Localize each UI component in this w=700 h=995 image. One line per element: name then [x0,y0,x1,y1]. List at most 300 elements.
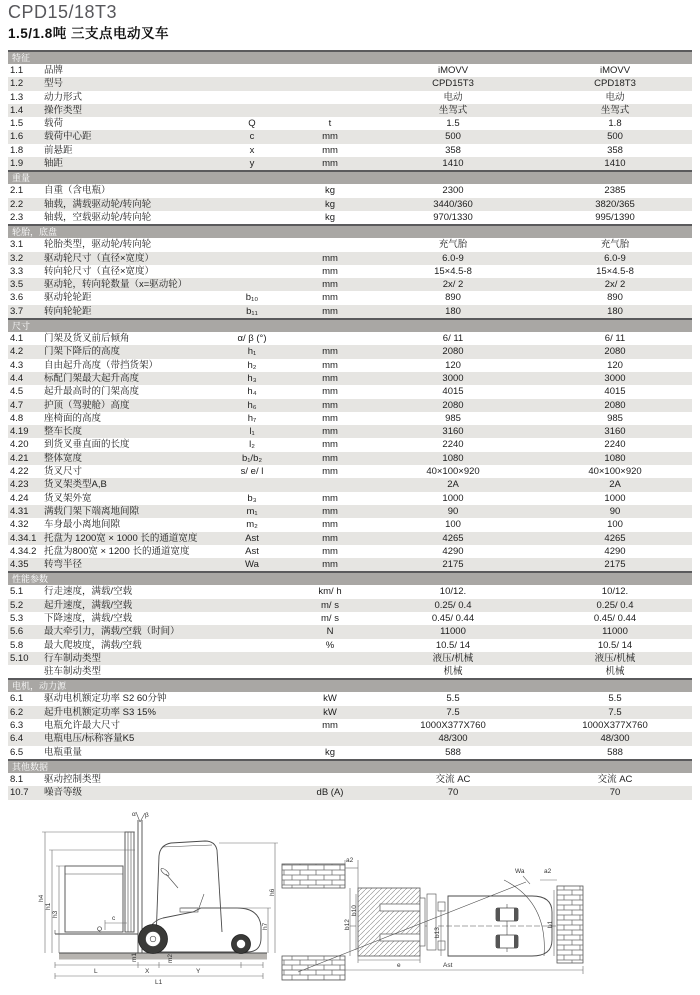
cell-sym [214,198,290,211]
cell-no: 1.6 [10,131,24,143]
cell-unit: mm [322,452,338,464]
cell-sym [214,773,290,786]
spec-row [8,599,692,612]
cell-sym [214,278,290,291]
cell-sym [214,478,290,491]
cell-no: 3.3 [10,265,24,277]
spec-row [8,732,692,745]
cell-sym [214,786,290,799]
spec-row [8,332,692,345]
cell-v2: 10/12. [601,586,629,598]
cell-label: 起升最高时的门架高度 [44,386,140,398]
cell-unit: mm [322,252,338,264]
spec-section [8,571,692,678]
cell-v1: 1000 [442,492,464,504]
spec-row [8,505,692,518]
load-center-dim [105,920,127,930]
cell-v2: 7.5 [608,706,622,718]
spec-row [8,465,692,478]
cell-v2: 3000 [604,372,626,384]
dim-label-l: L [94,968,98,975]
cell-unit [290,238,370,251]
cell-v1: 0.25/ 0.4 [434,599,472,611]
cell-unit [290,332,370,345]
cell-unit: mm [322,532,338,544]
cell-no: 2.2 [10,198,24,210]
spec-row [8,412,692,425]
cell-label: 电瓶重量 [44,746,83,758]
cell-unit: mm [322,399,338,411]
dim-label-q: Q [97,926,103,933]
cell-no: 6.5 [10,746,24,758]
cell-no: 4.5 [10,386,24,398]
cell-label: 满载门架下端离地间隙 [44,505,140,517]
cell-sym [214,706,290,719]
cell-no: 1.8 [10,144,24,156]
spec-section [8,759,692,800]
cell-no: 4.19 [10,426,29,438]
cell-no: 1.2 [10,78,24,90]
cell-v1: 7.5 [446,706,460,718]
ground-band [59,954,267,960]
cell-sym: m₂ [246,519,258,531]
cell-no: 4.23 [10,479,29,491]
cell-label: 车身最小离地间隙 [44,519,121,531]
cell-sym: Q [248,118,256,130]
cell-sym: h₄ [247,386,257,398]
cell-v2: 交流 AC [597,773,633,785]
spec-row [8,665,692,678]
cell-sym [214,585,290,598]
dim-label-beta: β [145,812,149,819]
cell-label: 整车长度 [44,426,83,438]
dim-label-c: c [112,915,116,922]
spec-row [8,773,692,786]
load-box [65,866,123,932]
cell-no: 1.4 [10,104,24,116]
cell-no: 4.7 [10,399,24,411]
cell-v2: 995/1390 [595,211,635,223]
spec-row [8,558,692,571]
cell-v2: 4265 [604,532,626,544]
cell-sym [214,77,290,90]
cell-v2: 10.5/ 14 [597,639,633,651]
height-dims [42,832,135,953]
cell-label: 转向轮轮距 [44,305,92,317]
cell-v2: 4015 [604,386,626,398]
cell-v2: 6.0-9 [604,252,626,264]
cell-no: 5.8 [10,639,24,651]
cell-v2: 890 [607,292,623,304]
cell-v1: 0.45/ 0.44 [431,612,475,624]
cell-v1: 液压/机械 [432,652,474,664]
cell-v2: 3820/365 [595,198,635,210]
top-view-drawing [280,810,645,990]
cell-sym [214,665,290,678]
cell-label: 整体宽度 [44,452,83,464]
cell-sym [214,732,290,745]
overhead-guard [156,841,222,940]
cell-v2: 100 [607,519,623,531]
cell-label: 标配门架最大起升高度 [44,372,140,384]
cell-v2: iMOVV [599,65,631,76]
cell-v1: 40×100×920 [426,466,480,478]
cell-label: 货叉尺寸 [44,466,83,478]
cell-v1: 2240 [442,439,464,451]
cell-v1: 11000 [440,626,466,638]
spec-row [8,492,692,505]
dim-label-h6: h6 [269,888,276,896]
cell-unit: mm [322,346,338,358]
cell-label: 门架下降后的高度 [44,346,121,358]
spec-row [8,157,692,170]
dim-label-x: X [145,968,150,975]
dim-label-y: Y [196,968,201,975]
cell-no: 1.1 [10,65,24,76]
cell-unit: mm [322,144,338,156]
cell-unit [290,91,370,104]
cell-no: 8.1 [10,773,24,785]
spec-row [8,652,692,665]
dim-label-h4: h4 [38,894,45,902]
cell-v2: 充气胎 [600,239,630,251]
front-wheel [139,925,168,954]
cell-v2: 358 [607,144,623,156]
spec-row [8,91,692,104]
dim-label-m2: m2 [167,953,174,963]
cell-label: 起升电机额定功率 S3 15% [44,706,156,718]
cell-sym: y [249,158,255,170]
cell-label: 门架及货叉前后倾角 [44,333,130,345]
cell-unit: mm [322,466,338,478]
dim-label-wa: Wa [515,868,525,875]
cell-no: 4.34.2 [10,545,37,557]
spec-row [8,238,692,251]
cell-v2: 电动 [605,91,625,103]
dim-label-h1: h1 [45,902,52,910]
spec-row [8,77,692,90]
spec-row [8,265,692,278]
cell-no: 4.24 [10,492,29,504]
cell-v1: 1.5 [446,118,460,130]
wall-bottom-left [282,956,345,980]
dim-label-m1: m1 [131,952,138,962]
cell-label: 前悬距 [44,144,73,156]
cell-no: 2.1 [10,185,24,197]
cell-v2: 2080 [604,399,626,411]
cell-unit: kW [323,706,337,718]
cell-no: 4.3 [10,359,24,371]
cell-no: 3.5 [10,279,24,291]
spec-row [8,706,692,719]
cell-v2: 2175 [604,559,626,571]
cell-label: 货叉架类型A,B [44,479,107,491]
cell-v2: 40×100×920 [588,466,642,478]
cell-sym: b₃ [247,492,257,504]
cell-v1: 机械 [443,666,463,678]
cell-v2: 90 [609,505,621,517]
cell-unit: mm [322,386,338,398]
cell-label: 驱动电机额定功率 S2 60分钟 [44,693,167,705]
cell-v2: 15×4.5-8 [596,265,634,277]
cell-label: 电瓶允许最大尺寸 [44,720,121,732]
spec-row [8,518,692,531]
spec-row [8,198,692,211]
spec-row [8,211,692,224]
cell-v1: 358 [445,144,461,156]
cell-no: 4.34.1 [10,532,37,544]
cell-label: 起升速度，满载/空载 [44,599,133,611]
cell-v1: 180 [445,305,461,317]
cell-sym [214,639,290,652]
cell-unit: mm [322,426,338,438]
cell-v1: 1080 [442,452,464,464]
spec-section [8,318,692,571]
cell-v2: 3160 [604,426,626,438]
cell-no: 4.1 [10,333,24,345]
spec-section [8,170,692,224]
cell-sym [214,104,290,117]
cell-sym: Ast [245,545,259,557]
dim-label-b1: b1 [547,920,554,928]
cell-label: 品牌 [44,65,64,76]
cell-sym [214,612,290,625]
cell-no: 5.10 [10,652,29,664]
rear-wheel [232,935,251,954]
cell-v2: 5.5 [608,693,622,705]
cell-v2: 6/ 11 [604,333,626,345]
cell-v1: 48/300 [438,733,468,745]
cell-v1: 15×4.5-8 [434,265,472,277]
cell-v1: 90 [447,505,459,517]
cell-sym [214,746,290,759]
cell-unit: mm [322,492,338,504]
wall-right [557,886,583,963]
cell-v1: 6.0-9 [442,252,464,264]
spec-row [8,117,692,130]
cell-v1: 588 [445,746,461,758]
cell-unit [290,665,370,678]
cell-v1: 2300 [442,185,464,197]
cell-label: 驱动控制类型 [44,773,102,785]
cell-label: 载荷 [44,118,64,130]
cell-sym: h₂ [247,359,257,371]
cell-unit: mm [322,412,338,424]
cell-no: 6.1 [10,693,24,705]
cell-v2: 0.45/ 0.44 [593,612,637,624]
cell-label: 驱动轮，转向轮数量（x=驱动轮） [44,279,188,291]
cell-unit [290,64,370,77]
cell-sym: s/ e/ l [240,466,264,478]
cell-unit: mm [322,519,338,531]
spec-section [8,224,692,318]
cell-sym: Ast [245,532,259,544]
cell-unit: mm [322,279,338,291]
cell-label: 轮胎类型，驱动轮/转向轮 [44,239,152,251]
cell-sym: h₆ [247,399,257,411]
cell-unit: kg [324,185,336,197]
spec-row [8,278,692,291]
spec-row [8,478,692,491]
cell-no: 6.2 [10,706,24,718]
dim-label-a2-left: a2 [346,857,354,864]
cell-no: 4.35 [10,559,29,571]
dim-label-a2-right: a2 [544,868,552,875]
cell-sym [214,719,290,732]
dim-label-h3: h3 [52,910,59,918]
cell-no: 4.4 [10,372,24,384]
cell-label: 最大爬坡度，满载/空载 [44,639,142,651]
cell-v2: 1000 [604,492,626,504]
cell-sym [214,692,290,705]
cell-sym: h₃ [247,372,257,384]
spec-section [8,678,692,758]
cell-no: 3.7 [10,305,24,317]
wall-top-left [282,864,345,888]
cell-sym [214,64,290,77]
cell-unit: mm [322,372,338,384]
cell-no: 4.8 [10,412,24,424]
cell-unit: kg [324,746,336,758]
cell-unit: km/ h [318,586,342,598]
cell-label: 下降速度，满载/空载 [44,612,133,624]
cell-v1: 970/1330 [433,211,473,223]
spec-table [8,50,692,800]
cell-unit [290,773,370,786]
cell-unit: mm [322,720,338,732]
cell-v2: 2385 [604,185,626,197]
cell-v1: 4290 [442,545,464,557]
cell-v1: 2175 [442,559,464,571]
cell-unit: t [328,118,332,130]
cell-no: 6.4 [10,733,24,745]
spec-section [8,50,692,170]
cell-no: 3.1 [10,239,24,251]
cell-v1: 3000 [442,372,464,384]
cell-sym [214,599,290,612]
cell-unit [290,104,370,117]
section-header: 电机，动力源 [8,678,692,692]
cell-unit: kg [324,211,336,223]
cell-unit: m/ s [321,612,339,624]
cell-no: 1.3 [10,91,24,103]
dim-label-b13: b13 [434,927,441,938]
dim-label-l1: L1 [155,979,163,986]
cell-v1: 100 [445,519,461,531]
cell-sym: Wa [245,559,259,571]
cell-unit [290,77,370,90]
cell-sym: b₁₀ [245,292,259,304]
cell-label: 行车制动类型 [44,652,102,664]
cell-v2: 48/300 [600,733,630,745]
cell-v2: 2x/ 2 [604,279,626,291]
cell-v1: 4265 [442,532,464,544]
cell-v2: 1000X377X760 [582,720,648,732]
cell-no: 10.7 [10,787,29,799]
spec-row [8,425,692,438]
cell-label: 轴距 [44,158,64,170]
cell-unit: kg [324,198,336,210]
cell-no: 4.21 [10,452,29,464]
cell-sym: h₇ [247,412,257,424]
cell-v1: 3160 [442,426,464,438]
cell-unit: N [326,626,334,638]
spec-row [8,345,692,358]
cell-v2: 机械 [605,666,625,678]
cell-no: 3.6 [10,292,24,304]
cell-v1: 2x/ 2 [442,279,464,291]
cell-sym [214,211,290,224]
cell-label: 行走速度，满载/空载 [44,586,133,598]
cell-label: 座椅面的高度 [44,412,102,424]
cell-v2: 180 [607,305,623,317]
cell-sym [214,184,290,197]
cell-v1: 10.5/ 14 [435,639,471,651]
spec-row [8,104,692,117]
cell-v1: 120 [445,359,461,371]
cell-v2: 4290 [604,545,626,557]
spec-row [8,372,692,385]
cell-v1: 坐驾式 [438,104,468,116]
cell-label: 驱动轮尺寸（直径×宽度） [44,252,155,264]
spec-row [8,719,692,732]
section-header: 尺寸 [8,318,692,332]
spec-row [8,359,692,372]
cell-sym [214,238,290,251]
cell-v2: 588 [607,746,623,758]
cell-no: 4.31 [10,505,29,517]
cell-unit: kW [323,693,337,705]
steering-seat [160,867,204,912]
cell-sym: b₁/b₂ [241,452,263,464]
cell-unit: mm [322,559,338,571]
spec-row [8,786,692,799]
spec-row [8,452,692,465]
cell-sym [214,652,290,665]
cell-v2: 985 [607,412,623,424]
cell-label: 托盘为 1200宽 × 1000 长的通道宽度 [44,532,198,544]
cell-no: 4.2 [10,346,24,358]
cell-label: 转弯半径 [44,559,83,571]
side-view-drawing [35,810,315,990]
spec-row [8,291,692,304]
cell-label: 护顶（驾驶舱）高度 [44,399,130,411]
cell-v1: 890 [445,292,461,304]
cell-unit [290,478,370,491]
cell-v2: 120 [607,359,623,371]
cell-label: 最大牵引力，满载/空载（时间） [44,626,180,638]
cell-label: 驻车制动类型 [44,666,102,678]
spec-row [8,746,692,759]
cell-label: 货叉架外宽 [44,492,92,504]
cell-v1: 5.5 [446,693,460,705]
cell-v1: 2A [447,479,459,491]
cell-no: 4.22 [10,466,29,478]
cell-no: 5.3 [10,612,24,624]
spec-row [8,385,692,398]
cell-v1: 4015 [442,386,464,398]
cell-label: 噪音等级 [44,787,83,799]
cell-v1: 6/ 11 [442,333,464,345]
cell-sym [214,625,290,638]
cell-label: 到货叉垂直面的长度 [44,439,130,451]
cell-no: 2.3 [10,211,24,223]
cell-v1: 1000X377X760 [420,720,486,732]
cell-unit: mm [322,359,338,371]
cell-v1: 70 [447,787,459,799]
dim-label-h7: h7 [262,922,269,930]
cell-unit: mm [322,305,338,317]
